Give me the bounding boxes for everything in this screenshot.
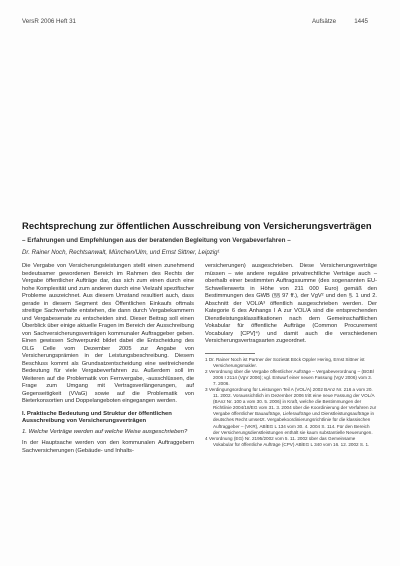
footnote: 4 Verordnung (EG) Nr. 2195/2002 vom 5. 11. 2002 über das Gemeinsame Vokabular für öffentliche Aufträge (CPV) ABlEG L 340 vom 16. 12. 2002 S. 1. <box>205 435 370 447</box>
body-paragraph: In der Hauptsache werden von den kommunalen Auftraggebern Sachversicherungen (Gebäude- und Inhalts- <box>22 440 194 454</box>
subsection-heading: 1. Welche Verträge werden auf welche Weise ausgeschrieben? <box>22 428 188 435</box>
footnote: 2 Verordnung über die Vergabe öffentlicher Aufträge – Vergabeverordnung – (BGBl 2006 I 2114 (VgV 2006); vgl. Entwurf einer neuen Fassung (VgV 2006) vom 3. 7. 2006. <box>205 368 374 386</box>
article-authors: Dr. Rainer Noch, Rechtsanwalt, München/Ulm, und Ernst Sittner, Leipzig¹ <box>22 249 220 256</box>
intro-paragraph: Die Vergabe von Versicherungsleistungen stellt einen zunehmend bedeutsamer gewordenen Bereich im Rahmen des Rechts der Vergabe öffentlicher Aufträge dar, das sich zum einen durch eine hohe Komplexität und zum anderen durch eine Vielzahl spezifischer Probleme auszeichnet. Aus diesem Umstand resultiert auch, dass gerade in diesem Segment des Öffentlichen Einkaufs oftmals streitige Sachverhalte entstehen, die dann durch Vergabekammern und Vergabesenate zu entscheiden sind. Dieser Beitrag soll einen Überblick über einige aktuelle Fragen im Bereich der Ausschreibung von Sachversicherungsverträgen kommunaler Auftraggeber geben. Einen gewissen Schwerpunkt bildet dabei die Entscheidung des OLG Celle vom Dezember 2005 zur Angabe von Versicherungsprämien in der Leistungsbeschreibung. Diesem Beschluss kommt als Grundsatzentscheidung eine weitreichende Bedeutung für viele Vergabeverfahren zu. Außerdem soll im Weiteren auf die Problematik von Fernvergabe, -ausschlüssen, die Frage zum Umgang mit Vertragsverlängerungen, auf Gegenseitigkeit (VVaG) sowie auf die Problematik von Bieterkonsortien und Doppelangeboten eingegangen werden. <box>22 263 194 404</box>
article-title: Rechtsprechung zur öffentlichen Ausschreibung von Versicherungsverträgen <box>22 220 372 231</box>
page-number: 1445 <box>354 18 368 25</box>
left-column <box>22 263 194 455</box>
running-head <box>22 18 378 28</box>
continued-paragraph: versicherungen) ausgeschrieben. Diese Versicherungsverträge müssen – wie andere reguläre privatrechtliche Verträge auch – oberhalb einer bestimmten Auftragssumme (des sogenannten EU-Schwellenwerts in Höhe von 211 000 Euro) gemäß den Bestimmungen des GWB (§§ 97 ff.), der VgV² und den §. 1 und 2. Abschnitt der VOL/A³ öffentlich ausgeschrieben werden. Der Kategorie 6 des Anhangs I A zur VOL/A sind die entsprechenden Dienstleistungsklassifikationen nach dem Gemeinschaftlichen Vokabular für öffentliche Aufträge (Common Procurement Vocabulary [CPV]⁴) und damit auch die verschiedenen Versicherungsvertragsarten zugeordnet. <box>205 263 377 344</box>
footnotes <box>205 353 377 448</box>
footnote: 1 Dr. Rainer Noch ist Partner der Sozietät Böck Oppler Hering, Ernst Sittner ist Versicherungsmakler. <box>205 356 365 368</box>
footnote-separator <box>205 353 255 354</box>
footnote: 3 Verdingungsordnung für Leistungen Teil A (VOL/A) 2002 BAnz Nr. 216 a vom 20. 11. 2002. Voraussichtlich im Dezember 2006 tritt eine neue Fassung der VOL/A (BAnz Nr. 100 a vom 30. 5. 2006) in Kraft, welche die Bestimmungen der Richtlinie 2004/18/EG vom 31. 3. 2004 über die Koordinierung der Verfahren zur Vergabe öffentlicher Bauaufträge, Lieferaufträge und Dienstleistungsaufträge in deutsches Recht umsetzt. Vergabekoordinierungsrichtlinie für die klassischen Auftraggeber – (VKR), ABlEG L 134 vom 30. 4. 2004 S. 114. Für den Bereich der Versicherungsdienstleistungen enthält sie kaum substantielle Neuerungen. <box>205 386 377 435</box>
article-subtitle: – Erfahrungen und Empfehlungen aus der beratenden Begleitung von Vergabeverfahren – <box>22 237 291 244</box>
right-column <box>205 263 377 448</box>
section-heading: I. Praktische Bedeutung und Struktur der öffentlichen Ausschreibung von Versicherungsverträgen <box>22 410 172 424</box>
journal-issue: VersR 2006 Heft 31 <box>22 18 77 25</box>
section-rubric: Aufsätze <box>312 18 337 25</box>
